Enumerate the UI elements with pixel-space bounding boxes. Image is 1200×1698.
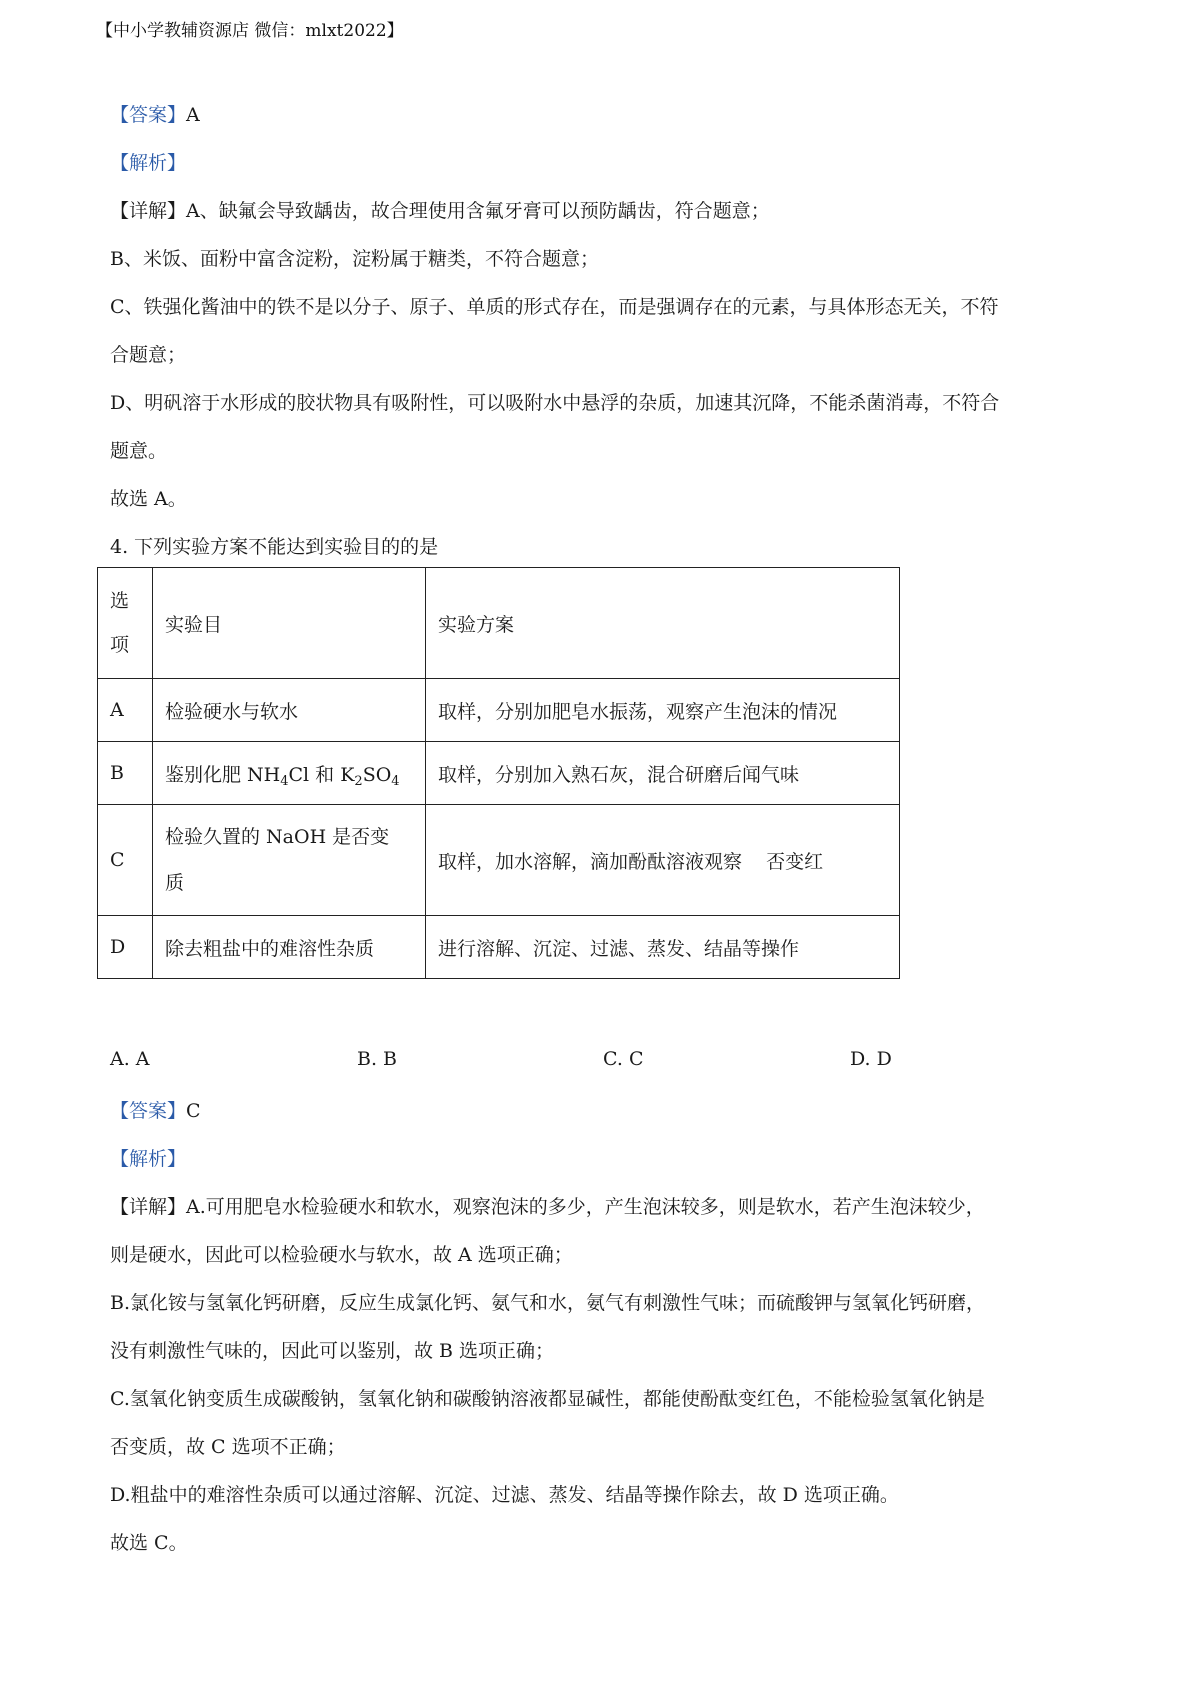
row-option-cell: B	[98, 742, 153, 805]
q3-detail-line-3: C、铁强化酱油中的铁不是以分子、原子、单质的形式存在，而是强调存在的元素，与具体形态无关，不符	[110, 296, 999, 318]
subscript: 2	[354, 773, 363, 789]
row-purpose-cell: 除去粗盐中的难溶性杂质	[153, 916, 426, 979]
table-row	[98, 679, 900, 742]
q3-detail-line-6: 题意。	[110, 440, 168, 462]
q4-answer-tag: 【答案】	[110, 1100, 187, 1122]
q4-detail-line-2: 则是硬水，因此可以检验硬水与软水，故 A 选项正确；	[110, 1244, 573, 1266]
q4-conclusion: 故选 C。	[110, 1532, 188, 1554]
q4-detail-tag: 【详解】	[110, 1196, 187, 1218]
row-scheme-cell: 取样，分别加肥皂水振荡，观察产生泡沫的情况	[426, 679, 900, 742]
q4-detail-line-1	[110, 1192, 1110, 1222]
q4-detail-line-7: D.粗盐中的难溶性杂质可以通过溶解、沉淀、过滤、蒸发、结晶等操作除去，故 D 选项正确。	[110, 1484, 899, 1506]
purpose-line: 质	[165, 872, 185, 894]
q4-detail-line-3: B.氯化铵与氢氧化钙研磨，反应生成氯化钙、氨气和水，氨气有刺激性气味；而硫酸钾与氢氧化钙研磨，	[110, 1292, 986, 1314]
q4-detail-line-5: C.氢氧化钠变质生成碳酸钠，氢氧化钠和碳酸钠溶液都显碱性，都能使酚酞变红色，不能检验氢氧化钠是	[110, 1388, 985, 1410]
row-scheme-cell: 取样，分别加入熟石灰，混合研磨后闻气味	[426, 742, 900, 805]
header-option-char-1: 选	[110, 590, 130, 612]
q4-answer-line	[110, 1096, 1110, 1126]
experiment-table	[97, 567, 900, 979]
header-option-cell	[98, 568, 153, 679]
header-scheme-cell: 实验方案	[426, 568, 900, 679]
row-scheme-cell	[426, 805, 900, 916]
choice-d: D. D	[850, 1048, 892, 1070]
row-purpose-cell	[153, 805, 426, 916]
q3-detail-line-5: D、明矾溶于水形成的胶状物具有吸附性，可以吸附水中悬浮的杂质，加速其沉降，不能杀菌消毒，不符合	[110, 392, 1000, 414]
choice-a: A. A	[110, 1048, 150, 1070]
table-header-row	[98, 568, 900, 679]
row-option-cell: D	[98, 916, 153, 979]
q4-answer-value: C	[186, 1100, 201, 1122]
subscript: 4	[391, 773, 400, 789]
q3-answer-value: A	[186, 104, 200, 126]
row-scheme-cell: 进行溶解、沉淀、过滤、蒸发、结晶等操作	[426, 916, 900, 979]
q3-conclusion: 故选 A。	[110, 488, 187, 510]
q3-analysis-tag: 【解析】	[110, 152, 187, 174]
q3-detail-line-1	[110, 196, 1110, 226]
q3-detail-tag: 【详解】	[110, 200, 187, 222]
q4-detail-line-6: 否变质，故 C 选项不正确；	[110, 1436, 346, 1458]
q3-detail-line-2: B、米饭、面粉中富含淀粉，淀粉属于糖类，不符合题意；	[110, 248, 599, 270]
formula-text: Cl 和 K	[288, 763, 355, 786]
purpose-line: 检验久置的 NaOH 是否变	[165, 826, 390, 848]
table-row	[98, 916, 900, 979]
subscript: 4	[280, 773, 289, 789]
q4-detail-text: A.可用肥皂水检验硬水和软水，观察泡沫的多少，产生泡沫较多，则是软水，若产生泡沫较少，	[186, 1196, 985, 1218]
row-purpose-cell: 检验硬水与软水	[153, 679, 426, 742]
scheme-text: 取样，加水溶解，滴加酚酞溶液观察 否变红	[438, 850, 824, 873]
q4-detail-line-4: 没有刺激性气味的，因此可以鉴别，故 B 选项正确；	[110, 1340, 555, 1362]
table-row	[98, 805, 900, 916]
table-row	[98, 742, 900, 805]
formula-text: SO	[362, 763, 392, 786]
header-option-char-2: 项	[110, 634, 130, 656]
row-option-cell: C	[98, 805, 153, 916]
header-purpose-cell: 实验目	[153, 568, 426, 679]
q4-analysis-tag: 【解析】	[110, 1148, 187, 1170]
q4-stem: 4. 下列实验方案不能达到实验目的的是	[110, 536, 439, 558]
q4-analysis-line	[110, 1144, 1110, 1174]
q3-answer-tag: 【答案】	[110, 104, 187, 126]
q3-detail-text: A、缺氟会导致龋齿，故合理使用含氟牙膏可以预防龋齿，符合题意；	[186, 200, 770, 222]
row-purpose-cell	[153, 742, 426, 805]
row-option-cell: A	[98, 679, 153, 742]
watermark-header: 【中小学教辅资源店 微信：mlxt2022】	[96, 21, 404, 41]
q3-answer-line	[110, 100, 1110, 130]
choice-b: B. B	[357, 1048, 398, 1070]
formula-text: 鉴别化肥 NH	[165, 763, 281, 786]
q3-analysis-line	[110, 148, 1110, 178]
choice-c: C. C	[603, 1048, 644, 1070]
q3-detail-line-4: 合题意；	[110, 344, 187, 366]
